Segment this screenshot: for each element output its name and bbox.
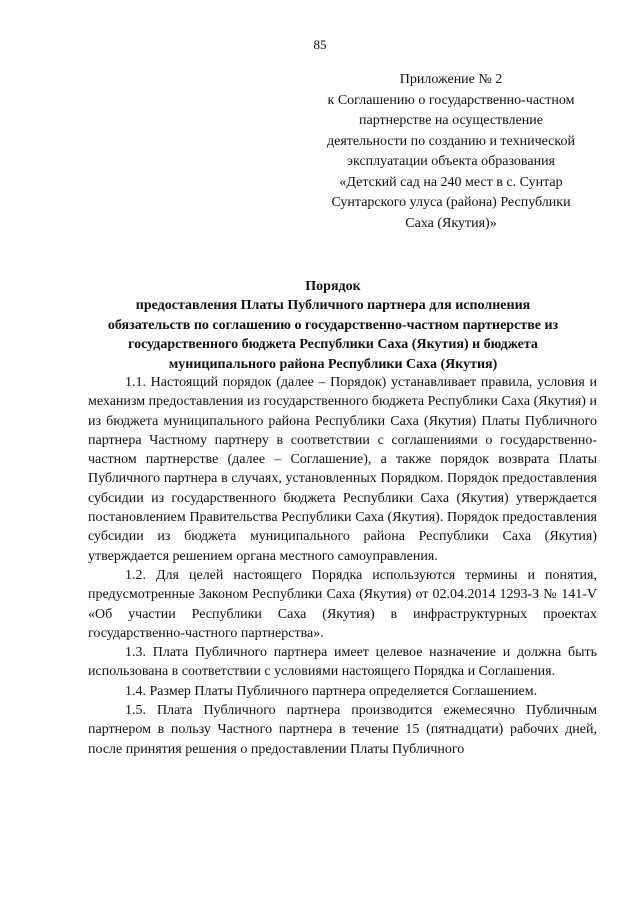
paragraph-1-4: 1.4. Размер Платы Публичного партнера определяется Соглашением. xyxy=(125,683,538,699)
page-number: 85 xyxy=(313,37,327,52)
paragraph-1-3: 1.3. Плата Публичного партнера имеет целевое назначение и должна быть использована в соответствии с условиями настоящего Порядка и Соглашения. xyxy=(88,645,597,680)
title-line: государственного бюджета Республики Саха (Якутия) и бюджета xyxy=(128,337,538,353)
document-title xyxy=(88,277,578,374)
document-body xyxy=(88,373,597,759)
appendix-line: деятельности по созданию и технической xyxy=(327,133,575,149)
paragraph-1-1: 1.1. Настоящий порядок (далее – Порядок) устанавливает правила, условия и механизм предоставления из государственного бюджета Республики Саха (Якутия) и из бюджета муниципального района Республики Саха (Якутия) Платы Публичного партнера Частному партнеру в соответствии с соглашениями о государственно-частном партнерстве (далее – Соглашение), а также порядок возврата Платы Публичного партнера в случаях, установленных Порядком. Порядок предоставления субсидии из государственного бюджета Республики Саха (Якутия) утверждается постановлением Правительства Республики Саха (Якутия). Порядок предоставления субсидии из бюджета муниципального района Республики Саха (Якутия) утверждается решением органа местного самоуправления. xyxy=(88,375,597,564)
appendix-line: эксплуатации объекта образования xyxy=(347,154,555,169)
title-line: муниципального района Республики Саха (Якутия) xyxy=(168,356,498,372)
appendix-line: партнерстве на осуществление xyxy=(358,113,543,128)
paragraph-1-2: 1.2. Для целей настоящего Порядка используются термины и понятия, предусмотренные Законом Республики Саха (Якутия) от 02.04.2014 1293-З № 141-V «Об участии Республики Саха (Якутия) в инфраструктурных проектах государственно-частного партнерства». xyxy=(88,567,597,641)
appendix-header xyxy=(312,70,590,234)
appendix-line: Саха (Якутия)» xyxy=(405,215,497,231)
title-line: предоставления Платы Публичного партнера для исполнения xyxy=(135,298,531,314)
appendix-line: «Детский сад на 240 мест в с. Сунтар xyxy=(339,174,563,190)
appendix-line: к Соглашению о государственно-частном xyxy=(327,92,575,108)
title-line: Порядок xyxy=(305,279,361,294)
paragraph-1-5: 1.5. Плата Публичного партнера производится ежемесячно Публичным партнером в пользу Частного партнера в течение 15 (пятнадцати) рабочих дней, после принятия решения о предоставлении Платы Публичного xyxy=(88,703,597,757)
appendix-line: Сунтарского улуса (района) Республики xyxy=(331,195,571,210)
title-line: обязательств по соглашению о государственно-частном партнерстве из xyxy=(107,317,559,333)
appendix-line: Приложение № 2 xyxy=(399,72,503,87)
